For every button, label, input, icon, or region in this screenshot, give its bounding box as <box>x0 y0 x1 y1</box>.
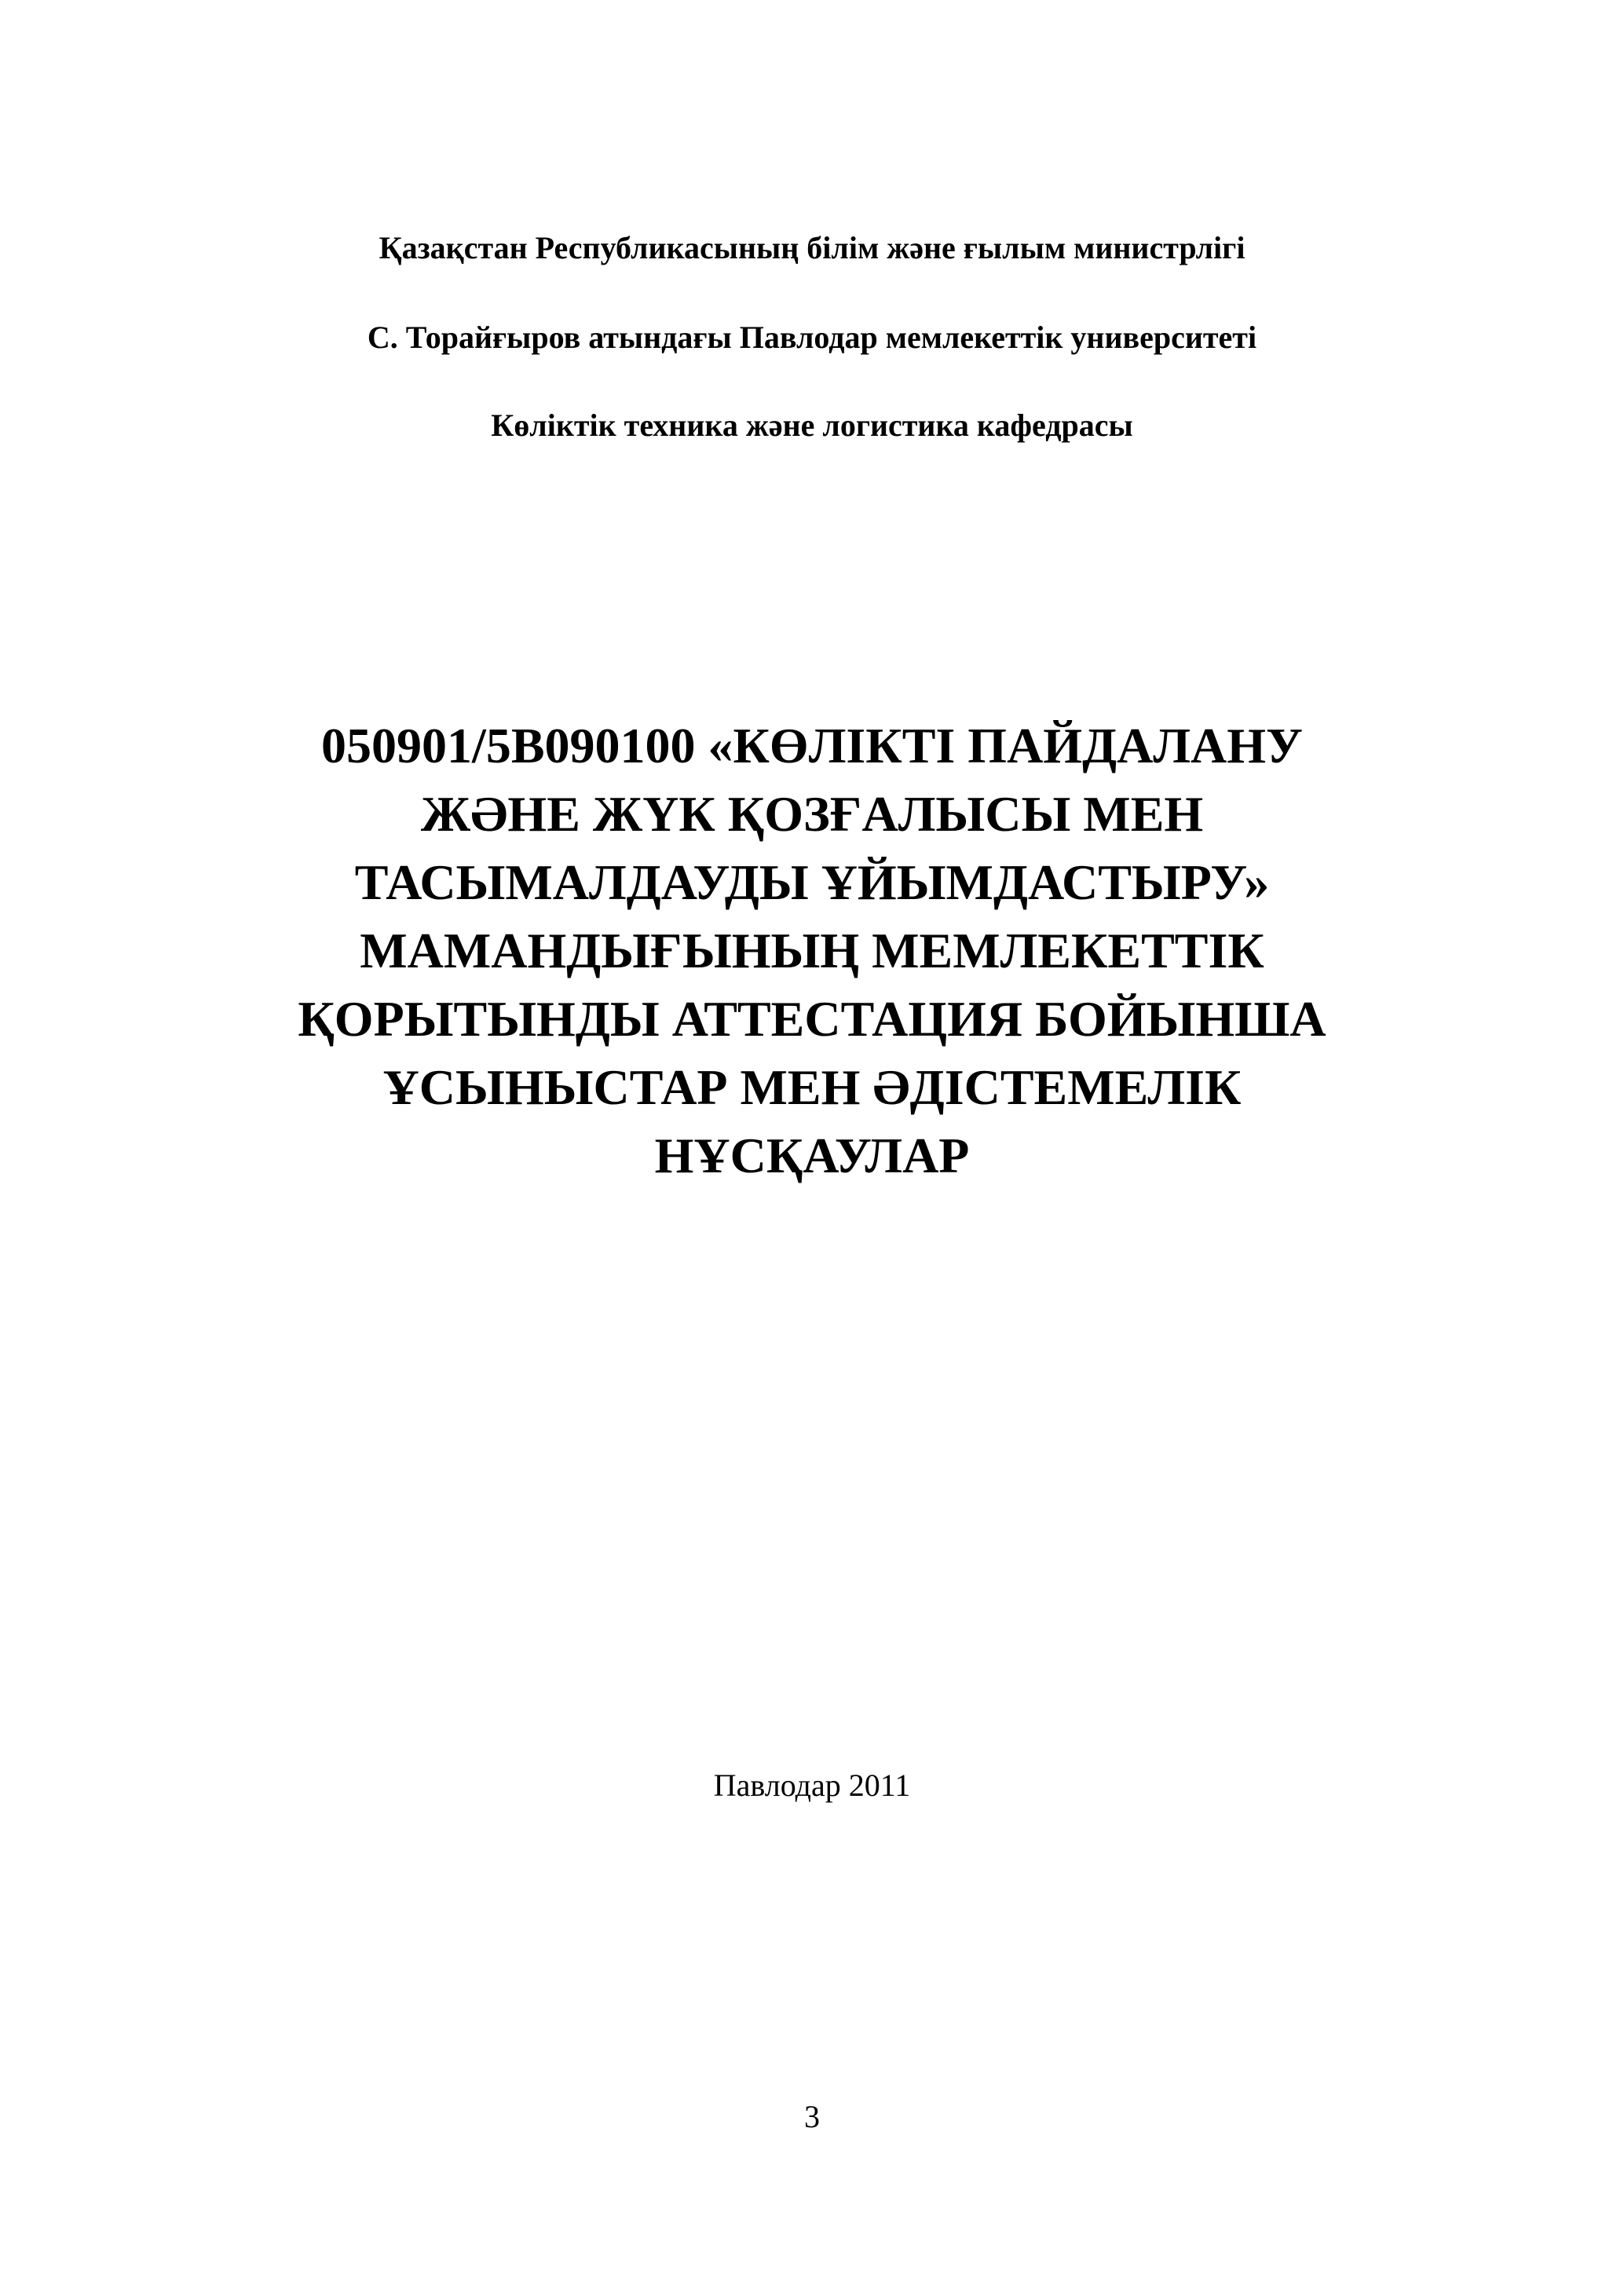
title-line-1: 050901/5В090100 «КӨЛІКТІ ПАЙДАЛАНУ <box>321 718 1303 773</box>
title-line-5: ҚОРЫТЫНДЫ АТТЕСТАЦИЯ БОЙЫНША <box>298 991 1326 1047</box>
city-year: Павлодар 2011 <box>713 1768 911 1803</box>
document-title <box>157 711 1467 1190</box>
title-line-3: ТАСЫМАЛДАУДЫ ҰЙЫМДАСТЫРУ» <box>354 854 1270 910</box>
ministry-heading: Қазақстан Республикасының білім және ғылым министрлігі <box>379 230 1245 265</box>
title-line-6: ҰСЫНЫСТАР МЕН ӘДІСТЕМЕЛІК <box>382 1059 1242 1115</box>
department-heading: Көліктік техника және логистика кафедрасы <box>491 408 1133 443</box>
title-line-4: МАМАНДЫҒЫНЫҢ МЕМЛЕКЕТТІК <box>360 923 1264 978</box>
title-line-2: ЖӘНЕ ЖҮК ҚОЗҒАЛЫСЫ МЕН <box>420 786 1204 842</box>
university-heading: С. Торайғыров атындағы Павлодар мемлекеттік университеті <box>367 320 1257 355</box>
page-number: 3 <box>804 2099 820 2134</box>
title-line-7: НҰСҚАУЛАР <box>654 1128 970 1183</box>
